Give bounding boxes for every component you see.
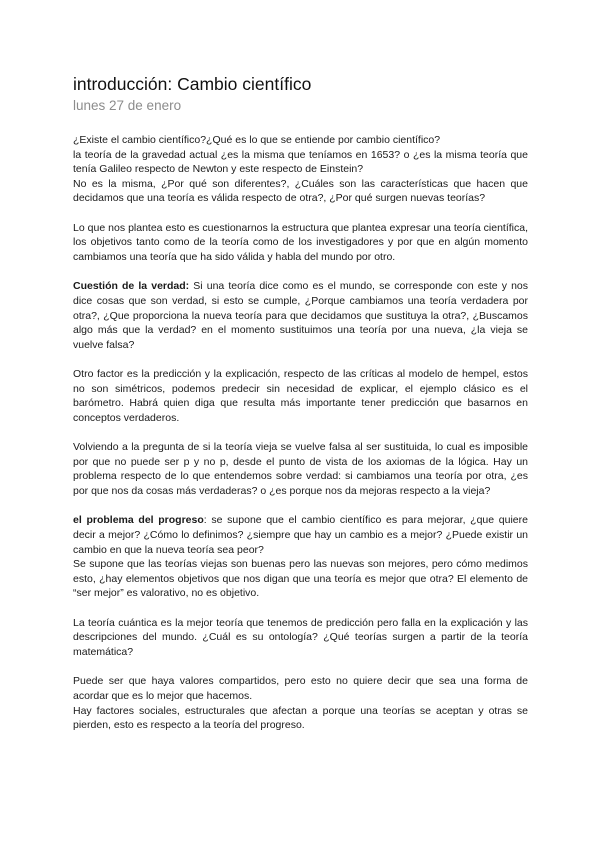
intro-line: la teoría de la gravedad actual ¿es la misma que teníamos en 1653? o ¿es la misma teoría que tenía Galileo respecto de Newton y este respecto de Einstein?	[73, 148, 528, 176]
document-date: lunes 27 de enero	[73, 98, 182, 113]
closing-line: Hay factores sociales, estructurales que afectan a porque una teorías se aceptan y otras se pierden, esto es respecto a la teoría del progreso.	[73, 704, 528, 732]
shared-values-paragraph	[73, 674, 528, 732]
truth-question-text: Si una teoría dice como es el mundo, se corresponde con este y nos dice cosas que son verdad, si esto se cumple, ¿Porque cambiamos una teoría verdadera por otra?, ¿Que proporciona la nueva teoría para que decidamos que sustituya la otra?, ¿Buscamos algo más que la verdad? en el momento sustituimos una teoría por una nueva, ¿la vieja se vuelve falsa?	[73, 280, 529, 351]
progress-problem-paragraph	[73, 513, 528, 601]
closing-line: Puede ser que haya valores compartidos, pero esto no quiere decir que sea una forma de acordar que es lo mejor que hacemos.	[73, 675, 528, 702]
prediction-paragraph: Otro factor es la predicción y la explicación, respecto de las críticas al modelo de hempel, estos no son simétricos, podemos predecir sin necesidad de explicar, el ejemplo clásico es el barómetro. Habrá quien diga que resulta más importante tener predicción que basarnos en conceptos verdaderos.	[73, 368, 528, 424]
progress-problem-text-2: Se supone que las teorías viejas son buenas pero las nuevas son mejores, pero cómo medimos esto, ¿hay elementos objetivos que nos digan que una teoría es mejor que otra? El elemento de “ser mejor” es valorativo, no es objetivo.	[73, 558, 528, 600]
document-body	[73, 133, 528, 748]
intro-questions-paragraph	[73, 133, 528, 206]
truth-question-paragraph	[73, 279, 528, 352]
intro-line: ¿Existe el cambio científico?¿Qué es lo que se entiende por cambio científico?	[73, 134, 441, 146]
old-theory-paragraph: Volviendo a la pregunta de si la teoría vieja se vuelve falsa al ser sustituida, lo cual es imposible por que no puede ser p y no p, desde el punto de vista de los axiomas de la lógica. Hay un problema respecto de lo que entendemos sobre verdad: si cambiamos una teoría por otra, ¿es por que nos da cosas más verdaderas? o ¿es porque nos da mejoras respecto a la vieja?	[73, 441, 528, 498]
structure-paragraph: Lo que nos plantea esto es cuestionarnos la estructura que plantea expresar una teoría científica, los objetivos tanto como de la teoría como de los investigadores y por que en algún momento cambiamos una teoría que ha sido válida y habla del mundo por otro.	[73, 221, 528, 263]
progress-problem-heading: el problema del progreso	[73, 514, 204, 527]
truth-question-heading: Cuestión de la verdad:	[73, 280, 190, 293]
progress-problem-text: : se supone que el cambio científico es para mejorar, ¿que quiere decir a mejor? ¿Cómo lo definimos? ¿siempre que hay un cambio es a mejor? ¿Puede existir un cambio en que la nueva teoría sea peor?	[73, 514, 528, 556]
quantum-paragraph: La teoría cuántica es la mejor teoría que tenemos de predicción pero falla en la explicación y las descripciones del mundo. ¿Cuál es su ontología? ¿Qué teorías surgen a partir de la teoría matemática?	[73, 616, 528, 658]
document-title: introducción: Cambio científico	[73, 74, 312, 94]
intro-line: No es la misma, ¿Por qué son diferentes?, ¿Cuáles son las características que hacen que decidamos que una teoría es válida respecto de otra?, ¿Por qué surgen nuevas teorías?	[73, 177, 528, 205]
